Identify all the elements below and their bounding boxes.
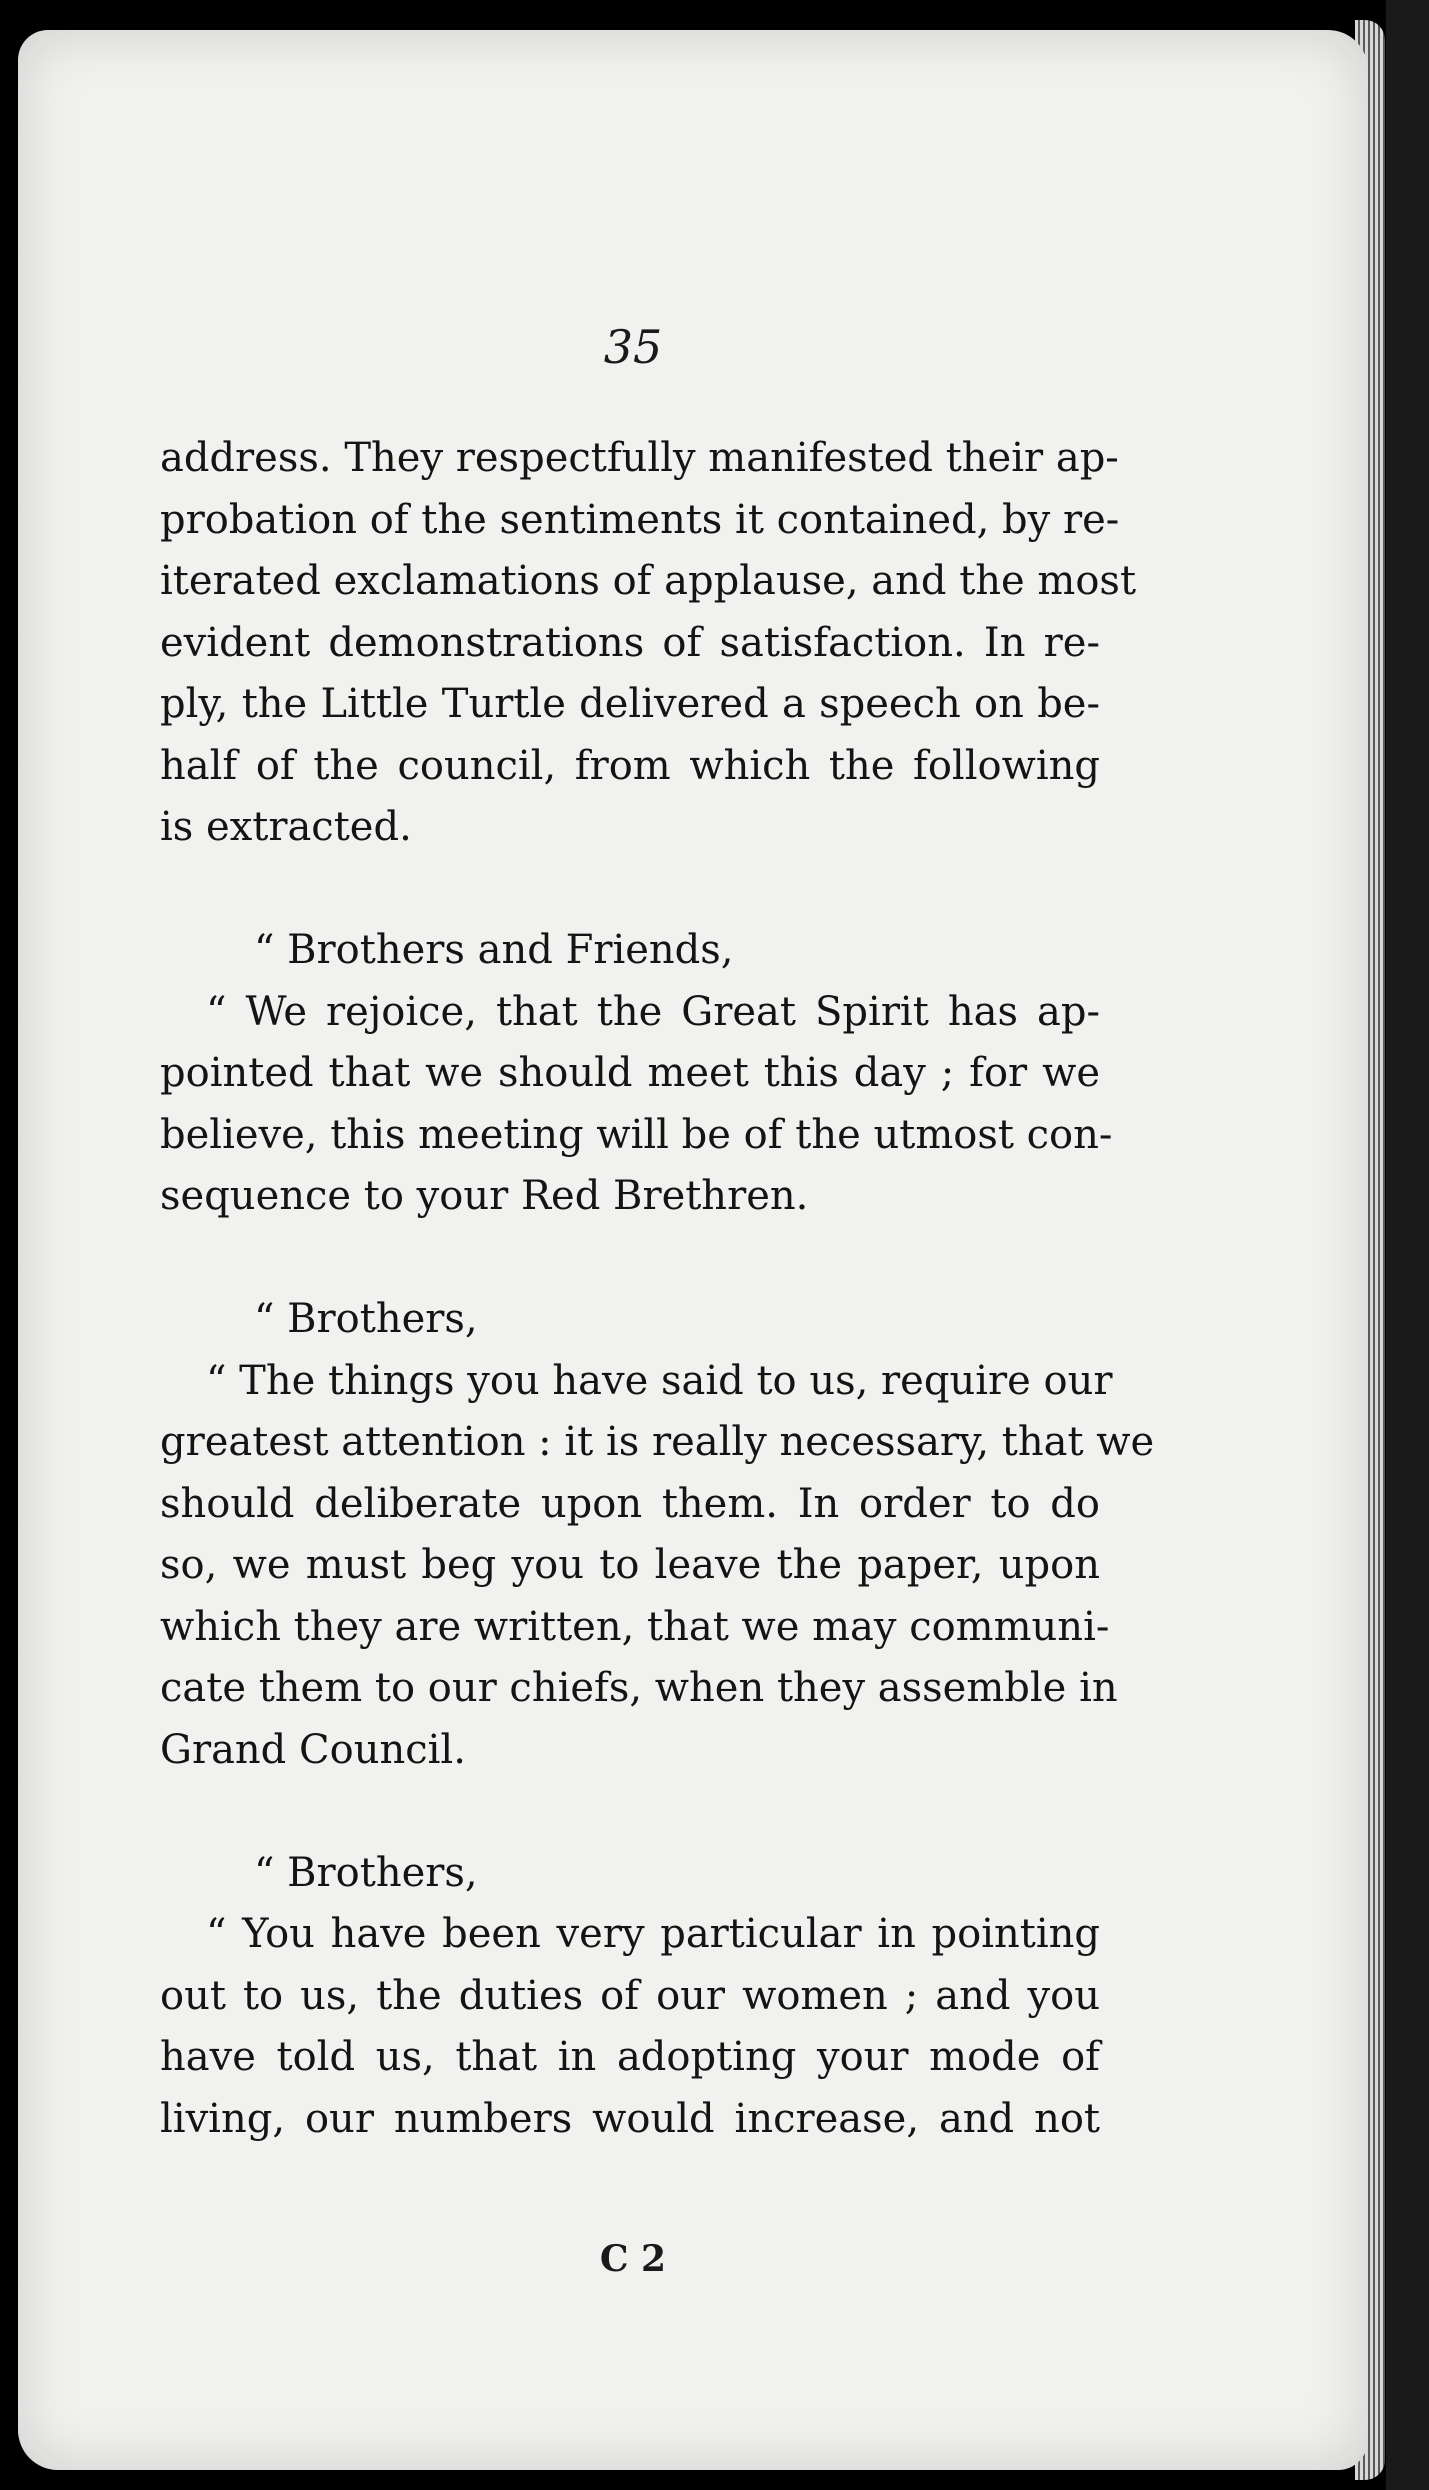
text-line: cate them to our chiefs, when they assemble in xyxy=(160,1665,1118,1711)
text-line: evident demonstrations of satisfaction. In re- xyxy=(160,619,1100,666)
text-line: address. They respectfully manifested their ap- xyxy=(160,435,1119,481)
book-background xyxy=(1386,0,1429,2490)
text-line: probation of the sentiments it contained, by re- xyxy=(160,496,1120,543)
book-page xyxy=(18,30,1368,2470)
text-line: ply, the Little Turtle delivered a speech on be- xyxy=(160,681,1100,727)
text-line: out to us, the duties of our women ; and you xyxy=(160,1972,1100,2019)
text-line: “ The things you have said to us, require our xyxy=(206,1357,1113,1404)
text-line: have told us, that in adopting your mode of xyxy=(160,2034,1100,2080)
text-line: half of the council, from which the following xyxy=(160,742,1100,789)
body-text xyxy=(160,428,1155,2150)
paragraph-gap xyxy=(160,1781,1100,1843)
text-line: should deliberate upon them. In order to do xyxy=(160,1480,1100,1527)
page-number: 35 xyxy=(603,320,663,374)
text-line: iterated exclamations of applause, and the most xyxy=(160,558,1137,604)
salutation: “ Brothers and Friends, xyxy=(254,927,734,973)
text-line: “ You have been very particular in pointing xyxy=(206,1911,1100,1957)
text-line: “ We rejoice, that the Great Spirit has ap- xyxy=(206,988,1100,1035)
salutation: “ Brothers, xyxy=(254,1849,478,1896)
text-line: believe, this meeting will be of the utmost con- xyxy=(160,1111,1113,1158)
text-line: so, we must beg you to leave the paper, upon xyxy=(160,1542,1100,1588)
text-line: greatest attention : it is really necessary, that we xyxy=(160,1419,1155,1465)
text-line: sequence to your Red Brethren. xyxy=(160,1173,809,1219)
text-line: Grand Council. xyxy=(160,1726,466,1773)
text-line: which they are written, that we may communi- xyxy=(160,1603,1110,1650)
text-line: is extracted. xyxy=(160,804,412,850)
signature-mark: C 2 xyxy=(599,2238,667,2280)
text-line: living, our numbers would increase, and not xyxy=(160,2095,1100,2142)
paragraph-gap xyxy=(160,1228,1100,1290)
text-line: pointed that we should meet this day ; for we xyxy=(160,1050,1100,1096)
paragraph-gap xyxy=(160,859,1100,921)
salutation: “ Brothers, xyxy=(254,1296,478,1342)
